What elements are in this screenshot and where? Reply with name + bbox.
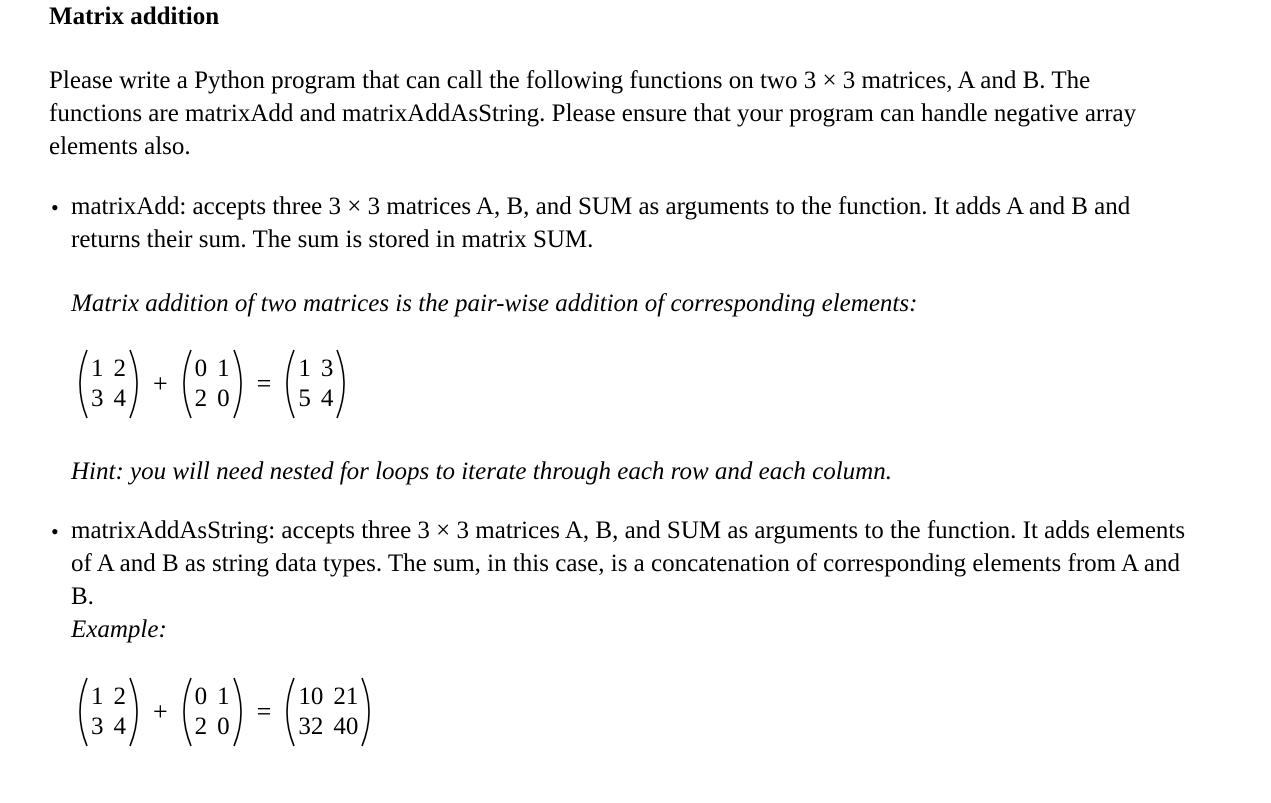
matrix-sum: [277, 676, 379, 748]
hint-text: Hint: you will need nested for loops to iterate through each row and each column.: [71, 458, 892, 485]
matrixaddasstring-equation: [70, 674, 379, 750]
matrix-cell: 0: [217, 713, 230, 740]
matrix-cell: 0: [194, 683, 208, 710]
matrixaddasstring-description: matrixAddAsString: accepts three 3 × 3 matrices A, B, and SUM as arguments to the function. It adds elements of A and B as string data types. The sum, in this case, is a concatenation of corresponding elements from A and B.: [71, 517, 1186, 610]
bullet-marker: •: [51, 195, 59, 220]
matrix-b: [174, 348, 251, 420]
matrix-cell: 40: [333, 713, 359, 740]
equals-sign: =: [256, 369, 272, 398]
matrixadd-description: matrixAdd: accepts three 3 × 3 matrices A, B, and SUM as arguments to the function. It adds A and B and returns their sum. The sum is stored in matrix SUM.: [71, 193, 1131, 253]
matrix-cell: 4: [320, 385, 334, 412]
example-label: Example:: [71, 616, 167, 643]
matrix-a: [70, 676, 147, 748]
matrix-cell: 2: [194, 385, 208, 412]
matrix-cell: 1: [91, 683, 104, 710]
right-paren: [334, 348, 354, 420]
matrix-cell: 3: [91, 713, 104, 740]
right-paren: [231, 676, 251, 748]
matrix-cell: 3: [320, 355, 334, 382]
intro-paragraph: Please write a Python program that can call the following functions on two 3 × 3 matrices, A and B. The functions are matrixAdd and matrixAddAsString. Please ensure that your program can handle negative array elements also.: [49, 67, 1137, 160]
left-paren: [174, 348, 194, 420]
right-paren: [231, 348, 251, 420]
bullet-marker: •: [51, 519, 59, 544]
matrix-cell: 5: [298, 385, 311, 412]
right-paren: [359, 676, 379, 748]
matrixadd-note: Matrix addition of two matrices is the pair-wise addition of corresponding elements:: [71, 290, 918, 317]
matrix-cell: 4: [113, 385, 126, 412]
right-paren: [127, 348, 147, 420]
left-paren: [174, 676, 194, 748]
matrix-cell: 0: [217, 385, 230, 412]
matrix-cell: 3: [91, 385, 104, 412]
matrix-b: [174, 676, 251, 748]
left-paren: [70, 676, 90, 748]
equals-sign: =: [256, 697, 272, 726]
matrix-cell: 4: [113, 713, 126, 740]
matrix-cell: 21: [333, 683, 359, 710]
right-paren: [127, 676, 147, 748]
matrix-cell: 1: [217, 683, 230, 710]
left-paren: [277, 348, 297, 420]
matrix-cell: 1: [298, 355, 311, 382]
matrix-a: [70, 348, 147, 420]
left-paren: [70, 348, 90, 420]
matrix-cell: 1: [217, 355, 230, 382]
matrix-sum: [277, 348, 354, 420]
matrix-cell: 2: [194, 713, 208, 740]
matrix-cell: 2: [113, 355, 126, 382]
page-title: Matrix addition: [49, 3, 220, 30]
matrixadd-equation: [70, 346, 354, 422]
plus-sign: +: [153, 697, 168, 726]
matrix-cell: 32: [298, 713, 324, 740]
matrix-cell: 1: [91, 355, 104, 382]
matrix-cell: 2: [113, 683, 126, 710]
matrix-cell: 10: [298, 683, 324, 710]
plus-sign: +: [153, 369, 168, 398]
left-paren: [277, 676, 297, 748]
matrix-cell: 0: [194, 355, 208, 382]
